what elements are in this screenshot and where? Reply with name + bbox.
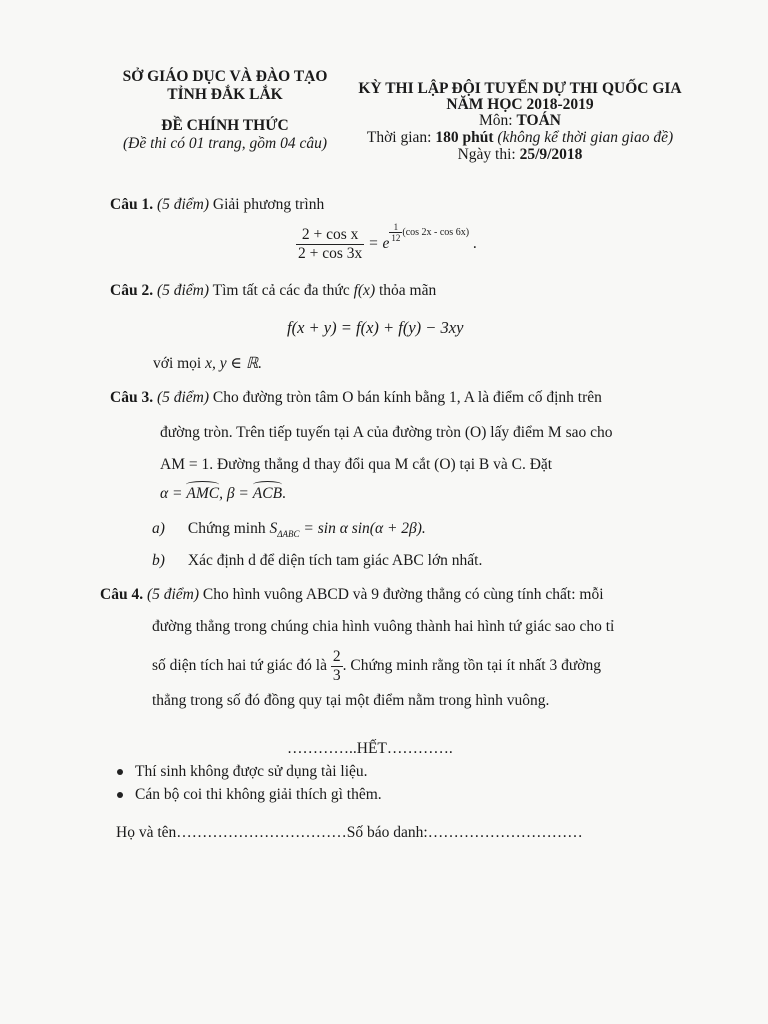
q1-numerator: 2 + cos x [296,226,364,245]
exam-title: KỲ THI LẬP ĐỘI TUYỂN DỰ THI QUỐC GIA [358,80,682,97]
q2-text: Tìm tất cả các đa thức [212,282,350,299]
q3-part-b [152,552,482,570]
q3-angles [160,485,286,503]
note-text-2: Cán bộ coi thi không giải thích gì thêm. [135,786,382,803]
note-item-1 [117,763,368,781]
q2-points: (5 điểm) [156,282,210,299]
date-line [355,146,685,164]
q2-for-all: với mọi [153,355,202,372]
q1-text: Giải phương trình [212,196,325,213]
q3-line1 [110,389,602,407]
q4-line4: thẳng trong số đó đồng quy tại một điểm nằm trong hình vuông. [152,692,550,709]
q1-exponent [389,222,469,243]
q4-ratio-num: 2 [332,648,341,665]
q2-statement [110,282,436,300]
q1-exponent-frac [389,222,402,243]
q4-text-1: Cho hình vuông ABCD và 9 đường thẳng có cùng tính chất: mỗi [202,586,604,603]
header-province: TỈNH ĐẮK LẮK [167,86,283,103]
q4-text-3b: . Chứng minh rằng tồn tại ít nhất 3 đường [342,657,601,675]
q3-line2: đường tròn. Trên tiếp tuyến tại A của đường tròn (O) lấy điểm M sao cho [160,424,613,441]
q1-exp-num: 1 [389,222,402,233]
q2-vars: x, y ∈ ℝ. [205,355,263,372]
subject-value: TOÁN [516,112,561,129]
q3-line3: AM = 1. Đường thẳng d thay đổi qua M cắt (O) tại B và C. Đặt [160,456,553,473]
q1-statement [110,196,324,214]
q1-fraction [296,226,364,263]
q2-label: Câu 2. [110,282,154,299]
q1-equation [296,222,477,263]
q3-b-text: Xác định d để diện tích tam giác ABC lớn nhất. [187,552,483,569]
end-marker: …………..HẾT…………. [287,740,453,757]
q4-ratio-den: 3 [332,667,341,684]
time-line [355,129,685,147]
date-label: Ngày thi: [457,146,520,163]
note-item-2 [117,786,382,804]
q1-rhs: = e [368,235,390,253]
q1-denominator: 2 + cos 3x [298,245,363,262]
q3-a-formula: S [269,520,278,537]
q3-arc-amc: AMC [186,485,220,502]
q3-points: (5 điểm) [156,389,210,406]
q4-ratio [331,648,343,685]
subject-line [355,112,685,130]
q1-label: Câu 1. [110,196,154,213]
exam-note: (Đề thi có 01 trang, gồm 04 câu) [122,135,328,152]
q4-line2: đường thẳng trong chúng chia hình vuông thành hai hình tứ giác sao cho tỉ [152,618,615,635]
header-dept: SỞ GIÁO DỤC VÀ ĐÀO TẠO [122,68,328,85]
candidate-info-line: Họ và tên……………………………Số báo danh:………………………… [116,824,583,841]
note-text-1: Thí sinh không được sử dụng tài liệu. [135,763,368,780]
q1-points: (5 điểm) [156,196,210,213]
q4-text-3a: số diện tích hai tứ giác đó là [152,657,327,675]
q4-label: Câu 4. [100,586,144,603]
q1-exp-rest: (cos 2x - cos 6x) [402,226,470,238]
date-value: 25/9/2018 [519,146,583,163]
q3-part-a [152,520,426,539]
q3-a-sub: ΔABC [277,529,300,540]
time-value: 180 phút [435,129,494,146]
q3-label: Câu 3. [110,389,154,406]
official-label: ĐỀ CHÍNH THỨC [161,117,289,134]
q2-domain [153,354,262,373]
q3-a-text: Chứng minh [187,520,266,537]
q4-line3 [152,648,601,685]
time-label: Thời gian: [366,129,436,146]
q2-fx: f(x) [353,282,376,299]
q3-beta: , β = [219,485,253,502]
q3-text-1: Cho đường tròn tâm O bán kính bằng 1, A là điểm cố định trên [212,389,602,406]
q3-b-label: b) [152,552,165,569]
q1-end: . [472,235,477,253]
q4-points: (5 điểm) [146,586,200,603]
time-note: (không kể thời gian giao đề) [497,129,674,146]
q3-a-label: a) [152,520,165,537]
q2-text2: thỏa mãn [378,282,437,299]
bullet-icon [117,792,123,798]
q3-arc-acb: ACB [252,485,283,502]
q3-a-rest: = sin α sin(α + 2β). [299,520,426,537]
school-year: NĂM HỌC 2018-2019 [446,96,594,113]
subject-label: Môn: [479,112,517,129]
q2-equation: f(x + y) = f(x) + f(y) − 3xy [287,318,464,337]
q4-line1 [100,586,604,604]
q3-alpha: α = [160,485,187,502]
bullet-icon [117,769,123,775]
q1-exp-den: 12 [391,233,401,243]
q3-dot: . [282,485,286,502]
